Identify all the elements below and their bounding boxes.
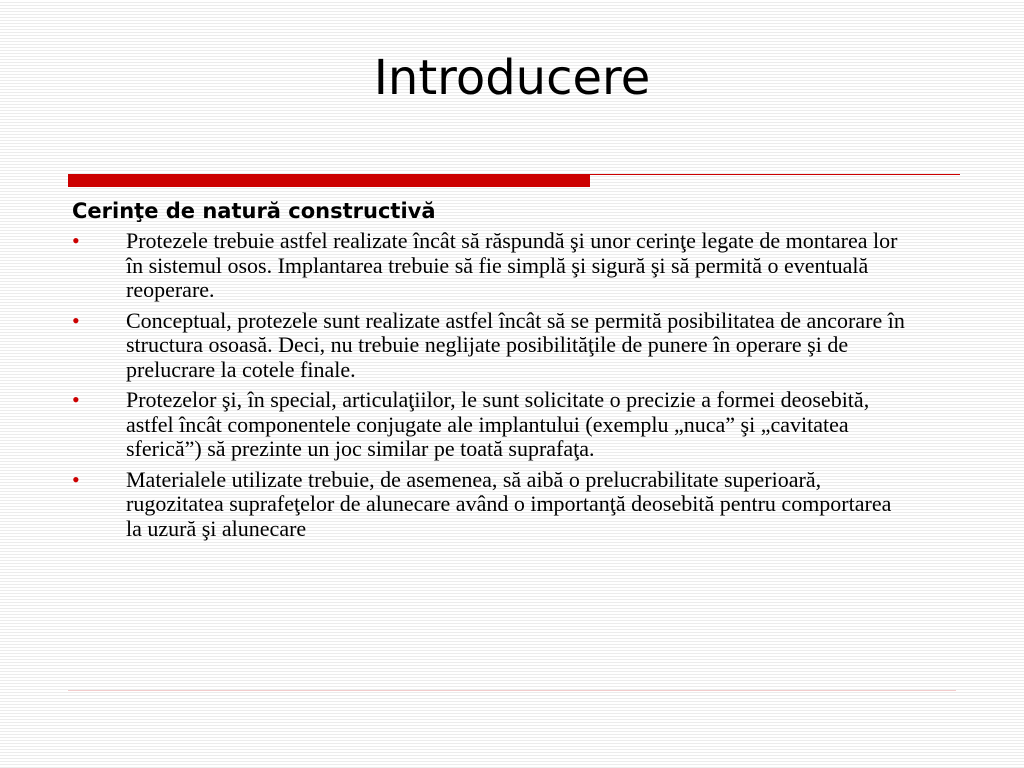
bullet-icon: • bbox=[72, 387, 80, 413]
bullet-text: Protezele trebuie astfel realizate încât să răspundă şi unor cerinţe legate de montarea lor în sistemul osos. Implantarea trebuie să fie simplă şi sigură şi să permită o eventuală reoperare. bbox=[126, 228, 898, 303]
slide-title: Introducere bbox=[373, 50, 651, 106]
section-heading: Cerinţe de natură constructivă bbox=[72, 199, 436, 223]
slide-content bbox=[72, 198, 912, 547]
bullet-text: Conceptual, protezele sunt realizate astfel încât să se permită posibilitatea de ancorare în structura osoasă. Deci, nu trebuie neglijate posibilităţile de punere în operare şi de prelucrare la cotele finale. bbox=[126, 307, 905, 382]
bullet-item bbox=[72, 468, 912, 542]
title-divider bbox=[68, 174, 960, 187]
bullet-text: Materialele utilizate trebuie, de asemenea, să aibă o prelucrabilitate superioară, rugozitatea suprafeţelor de alunecare având o importanţă deosebită pentru comportarea la uzură şi alunecare bbox=[126, 466, 892, 541]
bullet-icon: • bbox=[72, 466, 80, 492]
bullet-item bbox=[72, 309, 912, 383]
bullet-icon: • bbox=[72, 228, 80, 254]
bullet-item bbox=[72, 229, 912, 303]
bullet-item bbox=[72, 388, 912, 462]
bullet-list bbox=[72, 229, 912, 541]
title-divider-thick bbox=[68, 174, 590, 187]
bullet-icon: • bbox=[72, 307, 80, 333]
footer-divider bbox=[68, 690, 956, 691]
title-divider-thin bbox=[590, 174, 960, 175]
bullet-text: Protezelor şi, în special, articulaţiilor, le sunt solicitate o precizie a formei deosebită, astfel încât componentele conjugate ale implantului (exemplu „nuca” şi „cavitatea sferică”) să prezinte un joc similar pe toată suprafaţa. bbox=[126, 387, 870, 462]
